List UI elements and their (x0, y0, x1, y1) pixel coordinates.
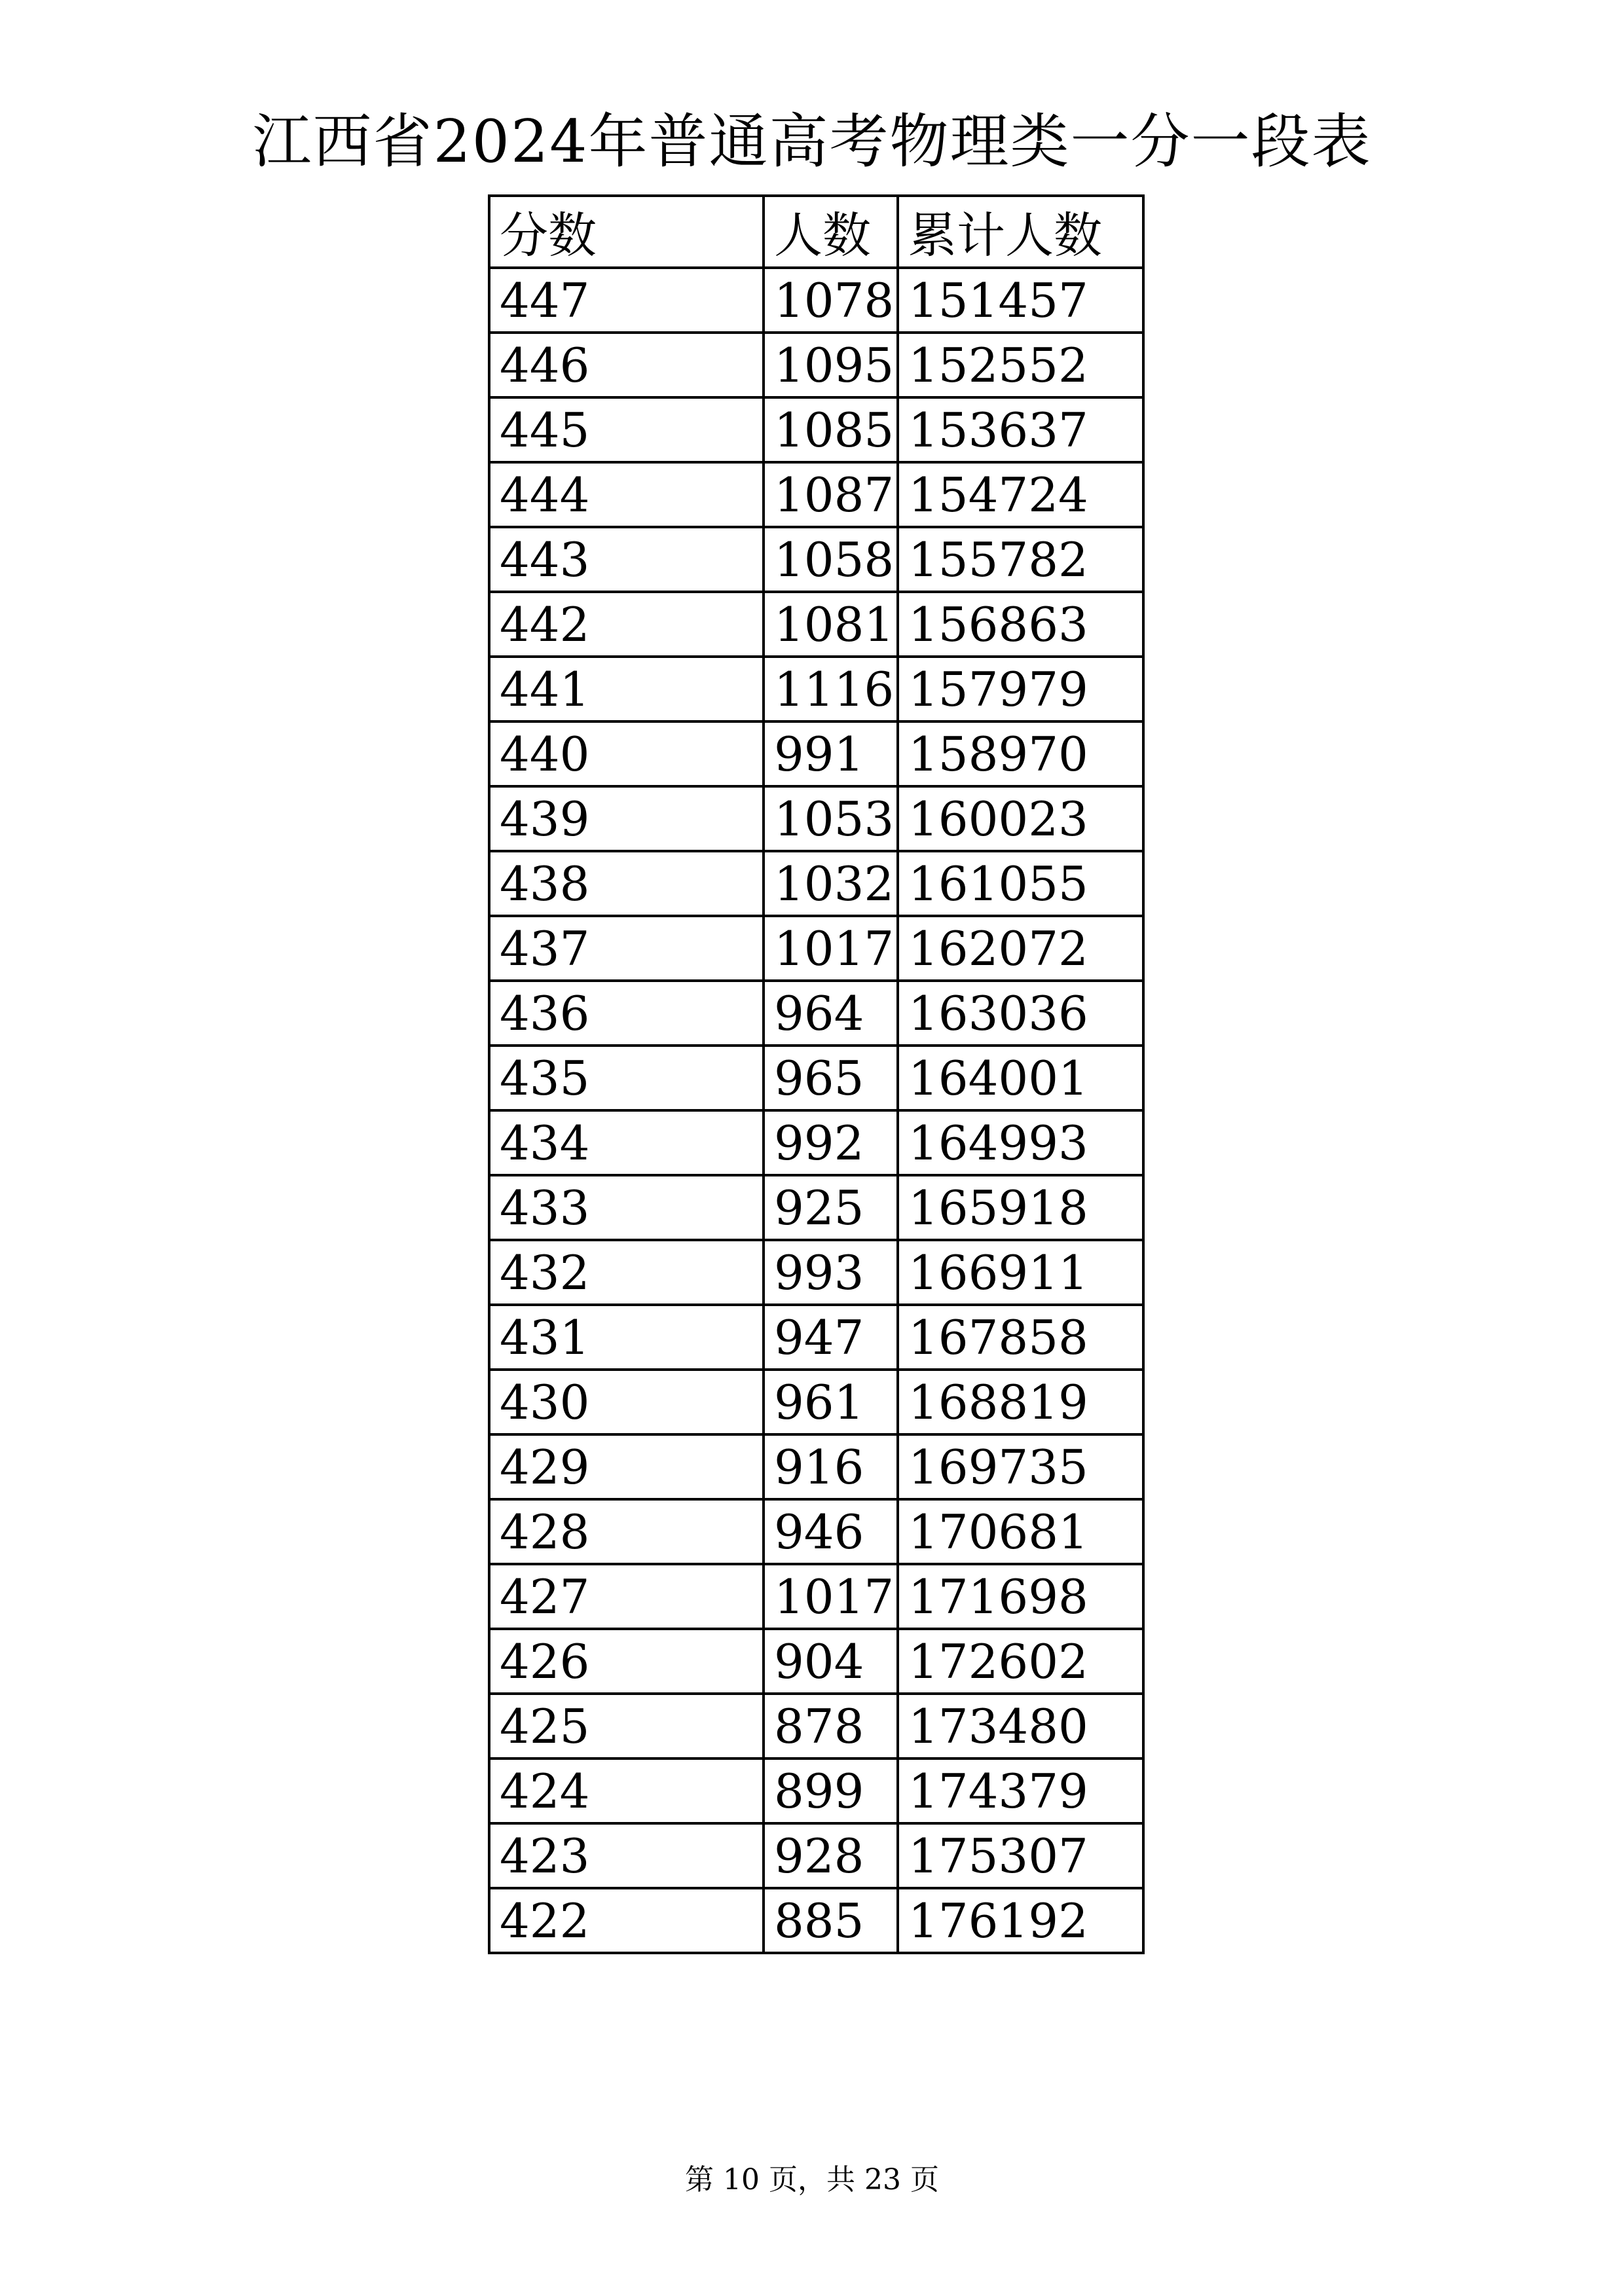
cell-cumulative: 166911 (898, 1240, 1143, 1305)
cell-score: 436 (489, 981, 764, 1046)
table-row (489, 1434, 1143, 1499)
cell-cumulative: 169735 (898, 1434, 1143, 1499)
table-row (489, 786, 1143, 851)
table-row (489, 1823, 1143, 1888)
table-row (489, 851, 1143, 916)
cell-count: 878 (764, 1694, 898, 1758)
cell-count: 899 (764, 1758, 898, 1823)
table-row (489, 1305, 1143, 1370)
cell-cumulative: 163036 (898, 981, 1143, 1046)
table-row (489, 1110, 1143, 1175)
cell-cumulative: 174379 (898, 1758, 1143, 1823)
cell-cumulative: 160023 (898, 786, 1143, 851)
cell-count: 904 (764, 1629, 898, 1694)
table-row (489, 1499, 1143, 1564)
cell-cumulative: 152552 (898, 333, 1143, 397)
cell-count: 1087 (764, 462, 898, 527)
table-row (489, 397, 1143, 462)
table-row (489, 1758, 1143, 1823)
cell-count: 947 (764, 1305, 898, 1370)
cell-score: 426 (489, 1629, 764, 1694)
cell-score: 429 (489, 1434, 764, 1499)
cell-score: 446 (489, 333, 764, 397)
cell-count: 961 (764, 1370, 898, 1434)
cell-count: 925 (764, 1175, 898, 1240)
cell-cumulative: 157979 (898, 657, 1143, 721)
cell-cumulative: 156863 (898, 592, 1143, 657)
page-title: 江西省2024年普通高考物理类一分一段表 (252, 107, 1372, 176)
cell-score: 437 (489, 916, 764, 981)
cell-count: 946 (764, 1499, 898, 1564)
cell-cumulative: 176192 (898, 1888, 1143, 1953)
cell-count: 992 (764, 1110, 898, 1175)
table-header-row (489, 196, 1143, 268)
cell-count: 1053 (764, 786, 898, 851)
table-row (489, 333, 1143, 397)
table-row (489, 1175, 1143, 1240)
cell-cumulative: 168819 (898, 1370, 1143, 1434)
cell-score: 432 (489, 1240, 764, 1305)
cell-score: 438 (489, 851, 764, 916)
table-row (489, 1888, 1143, 1953)
cell-cumulative: 153637 (898, 397, 1143, 462)
cell-score: 440 (489, 721, 764, 786)
table-row (489, 721, 1143, 786)
cell-count: 916 (764, 1434, 898, 1499)
cell-score: 435 (489, 1046, 764, 1110)
cell-cumulative: 162072 (898, 916, 1143, 981)
cell-cumulative: 151457 (898, 268, 1143, 333)
table-row (489, 1046, 1143, 1110)
table-row (489, 1564, 1143, 1629)
cell-count: 1085 (764, 397, 898, 462)
cell-score: 423 (489, 1823, 764, 1888)
cell-count: 1058 (764, 527, 898, 592)
table-row (489, 657, 1143, 721)
cell-score: 442 (489, 592, 764, 657)
cell-score: 427 (489, 1564, 764, 1629)
cell-count: 1032 (764, 851, 898, 916)
cell-cumulative: 171698 (898, 1564, 1143, 1629)
header-score: 分数 (489, 196, 764, 268)
table-row (489, 1370, 1143, 1434)
cell-count: 965 (764, 1046, 898, 1110)
cell-count: 1095 (764, 333, 898, 397)
cell-cumulative: 170681 (898, 1499, 1143, 1564)
table-row (489, 592, 1143, 657)
table-row (489, 268, 1143, 333)
cell-score: 441 (489, 657, 764, 721)
cell-count: 1116 (764, 657, 898, 721)
cell-cumulative: 158970 (898, 721, 1143, 786)
cell-score: 430 (489, 1370, 764, 1434)
cell-count: 1017 (764, 916, 898, 981)
header-cumulative: 累计人数 (898, 196, 1143, 268)
score-distribution-table (488, 194, 1145, 1954)
cell-cumulative: 155782 (898, 527, 1143, 592)
cell-score: 447 (489, 268, 764, 333)
cell-cumulative: 165918 (898, 1175, 1143, 1240)
cell-cumulative: 167858 (898, 1305, 1143, 1370)
cell-score: 422 (489, 1888, 764, 1953)
cell-cumulative: 164993 (898, 1110, 1143, 1175)
table-row (489, 462, 1143, 527)
cell-score: 434 (489, 1110, 764, 1175)
table-row (489, 1694, 1143, 1758)
cell-count: 1017 (764, 1564, 898, 1629)
table-row (489, 981, 1143, 1046)
table-row (489, 1240, 1143, 1305)
cell-cumulative: 173480 (898, 1694, 1143, 1758)
cell-count: 1078 (764, 268, 898, 333)
cell-count: 885 (764, 1888, 898, 1953)
cell-score: 444 (489, 462, 764, 527)
cell-count: 1081 (764, 592, 898, 657)
cell-cumulative: 175307 (898, 1823, 1143, 1888)
cell-score: 431 (489, 1305, 764, 1370)
cell-count: 993 (764, 1240, 898, 1305)
cell-cumulative: 154724 (898, 462, 1143, 527)
cell-score: 425 (489, 1694, 764, 1758)
table-row (489, 527, 1143, 592)
cell-score: 445 (489, 397, 764, 462)
cell-score: 424 (489, 1758, 764, 1823)
cell-cumulative: 172602 (898, 1629, 1143, 1694)
cell-score: 428 (489, 1499, 764, 1564)
table-row (489, 1629, 1143, 1694)
cell-count: 991 (764, 721, 898, 786)
table-body (489, 268, 1143, 1953)
cell-score: 433 (489, 1175, 764, 1240)
cell-score: 439 (489, 786, 764, 851)
page-footer: 第 10 页，共 23 页 (685, 2163, 939, 2196)
cell-count: 964 (764, 981, 898, 1046)
table-row (489, 916, 1143, 981)
cell-score: 443 (489, 527, 764, 592)
cell-count: 928 (764, 1823, 898, 1888)
header-count: 人数 (764, 196, 898, 268)
cell-cumulative: 161055 (898, 851, 1143, 916)
cell-cumulative: 164001 (898, 1046, 1143, 1110)
